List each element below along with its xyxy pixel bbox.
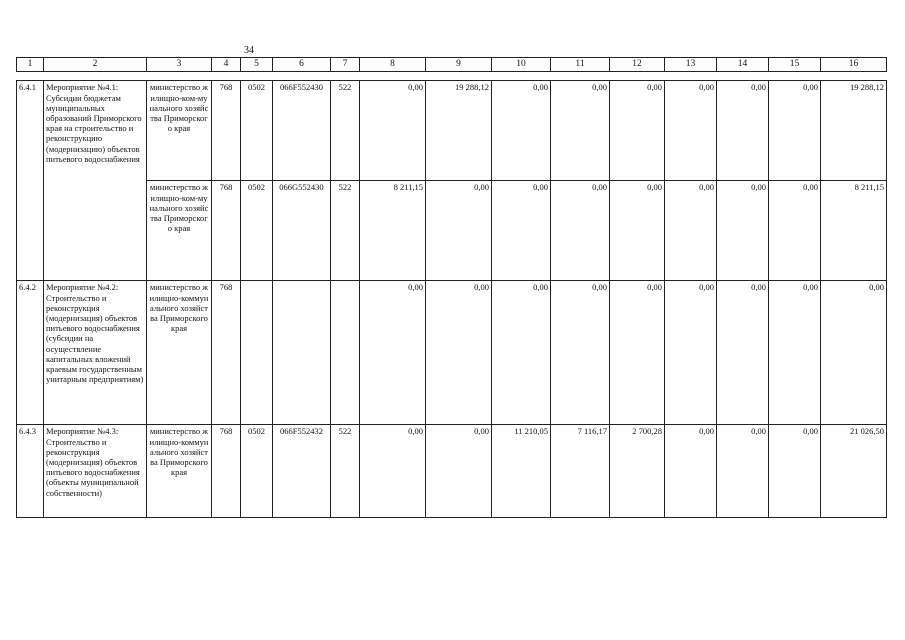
value-cell: 0,00 <box>492 81 551 181</box>
value-cell: 7 116,17 <box>551 425 610 518</box>
table-row <box>17 281 887 425</box>
value-cell: 2 700,28 <box>610 425 665 518</box>
value-cell: 0,00 <box>717 181 769 281</box>
value-cell: 0,00 <box>821 281 887 425</box>
value-cell: 19 288,12 <box>821 81 887 181</box>
cell-col7: 522 <box>331 425 360 518</box>
value-cell: 0,00 <box>551 81 610 181</box>
value-cell: 0,00 <box>360 281 426 425</box>
table-header-row <box>17 58 887 72</box>
row-code: 6.4.2 <box>17 281 44 425</box>
value-cell: 0,00 <box>426 425 492 518</box>
column-header: 10 <box>492 58 551 72</box>
value-cell: 0,00 <box>717 81 769 181</box>
value-cell: 8 211,15 <box>360 181 426 281</box>
value-cell: 0,00 <box>610 181 665 281</box>
spacer-row <box>17 72 887 81</box>
column-header: 6 <box>273 58 331 72</box>
value-cell: 0,00 <box>492 181 551 281</box>
value-cell: 0,00 <box>610 281 665 425</box>
executor: министерство жилищно-коммунального хозяйства Приморского края <box>147 281 212 425</box>
value-cell: 0,00 <box>665 425 717 518</box>
value-cell: 0,00 <box>769 281 821 425</box>
value-cell: 0,00 <box>665 281 717 425</box>
executor: министерство жилищно-коммунального хозяйства Приморского края <box>147 425 212 518</box>
measure-name: Мероприятие №4.3: Строительство и реконструкция (модернизация) объектов питьевого водоснабжения (объекты муниципальной собственности) <box>44 425 147 518</box>
spacer-cell <box>17 72 887 81</box>
cell-col6: 066F552432 <box>273 425 331 518</box>
cell-col7 <box>331 281 360 425</box>
measure-name: Мероприятие №4.2: Строительство и реконструкция (модернизация) объектов питьевого водоснабжения (субсидии на осуществление капитальных вложений краевым государственным унитарным предприятиям) <box>44 281 147 425</box>
column-header: 4 <box>212 58 241 72</box>
value-cell: 0,00 <box>492 281 551 425</box>
cell-col7: 522 <box>331 81 360 181</box>
column-header: 14 <box>717 58 769 72</box>
cell-col4: 768 <box>212 81 241 181</box>
cell-col5: 0502 <box>241 425 273 518</box>
table-row <box>17 181 887 281</box>
cell-col7: 522 <box>331 181 360 281</box>
column-header: 11 <box>551 58 610 72</box>
row-code: 6.4.3 <box>17 425 44 518</box>
value-cell: 0,00 <box>769 81 821 181</box>
executor: министерство жилищно-ком-мунального хозяйства Приморского края <box>147 181 212 281</box>
column-header: 12 <box>610 58 665 72</box>
column-header: 13 <box>665 58 717 72</box>
column-header: 2 <box>44 58 147 72</box>
value-cell: 8 211,15 <box>821 181 887 281</box>
cell-col6 <box>273 281 331 425</box>
cell-col5: 0502 <box>241 81 273 181</box>
value-cell: 0,00 <box>717 281 769 425</box>
value-cell: 0,00 <box>769 181 821 281</box>
cell-col4: 768 <box>212 425 241 518</box>
budget-table <box>16 57 887 518</box>
table-row <box>17 81 887 181</box>
measure-name: Мероприятие №4.1: Субсидии бюджетам муниципальных образований Приморского края на строительство и реконструкцию (модернизацию) объектов питьевого водоснабжения <box>44 81 147 281</box>
cell-col5 <box>241 281 273 425</box>
row-code: 6.4.1 <box>17 81 44 281</box>
column-header: 3 <box>147 58 212 72</box>
value-cell: 0,00 <box>360 425 426 518</box>
value-cell: 21 026,50 <box>821 425 887 518</box>
column-header: 15 <box>769 58 821 72</box>
cell-col6: 066G552430 <box>273 181 331 281</box>
value-cell: 0,00 <box>360 81 426 181</box>
value-cell: 11 210,05 <box>492 425 551 518</box>
column-header: 5 <box>241 58 273 72</box>
cell-col4: 768 <box>212 281 241 425</box>
column-header: 7 <box>331 58 360 72</box>
column-header: 16 <box>821 58 887 72</box>
page-number: 34 <box>244 45 254 56</box>
value-cell: 0,00 <box>717 425 769 518</box>
value-cell: 19 288,12 <box>426 81 492 181</box>
column-header: 9 <box>426 58 492 72</box>
table-row <box>17 425 887 518</box>
value-cell: 0,00 <box>551 181 610 281</box>
column-header: 1 <box>17 58 44 72</box>
column-header: 8 <box>360 58 426 72</box>
value-cell: 0,00 <box>665 81 717 181</box>
value-cell: 0,00 <box>426 181 492 281</box>
value-cell: 0,00 <box>769 425 821 518</box>
value-cell: 0,00 <box>426 281 492 425</box>
value-cell: 0,00 <box>665 181 717 281</box>
cell-col6: 066F552430 <box>273 81 331 181</box>
value-cell: 0,00 <box>610 81 665 181</box>
executor: министерство жилищно-ком-мунального хозяйства Приморского края <box>147 81 212 181</box>
value-cell: 0,00 <box>551 281 610 425</box>
cell-col5: 0502 <box>241 181 273 281</box>
cell-col4: 768 <box>212 181 241 281</box>
